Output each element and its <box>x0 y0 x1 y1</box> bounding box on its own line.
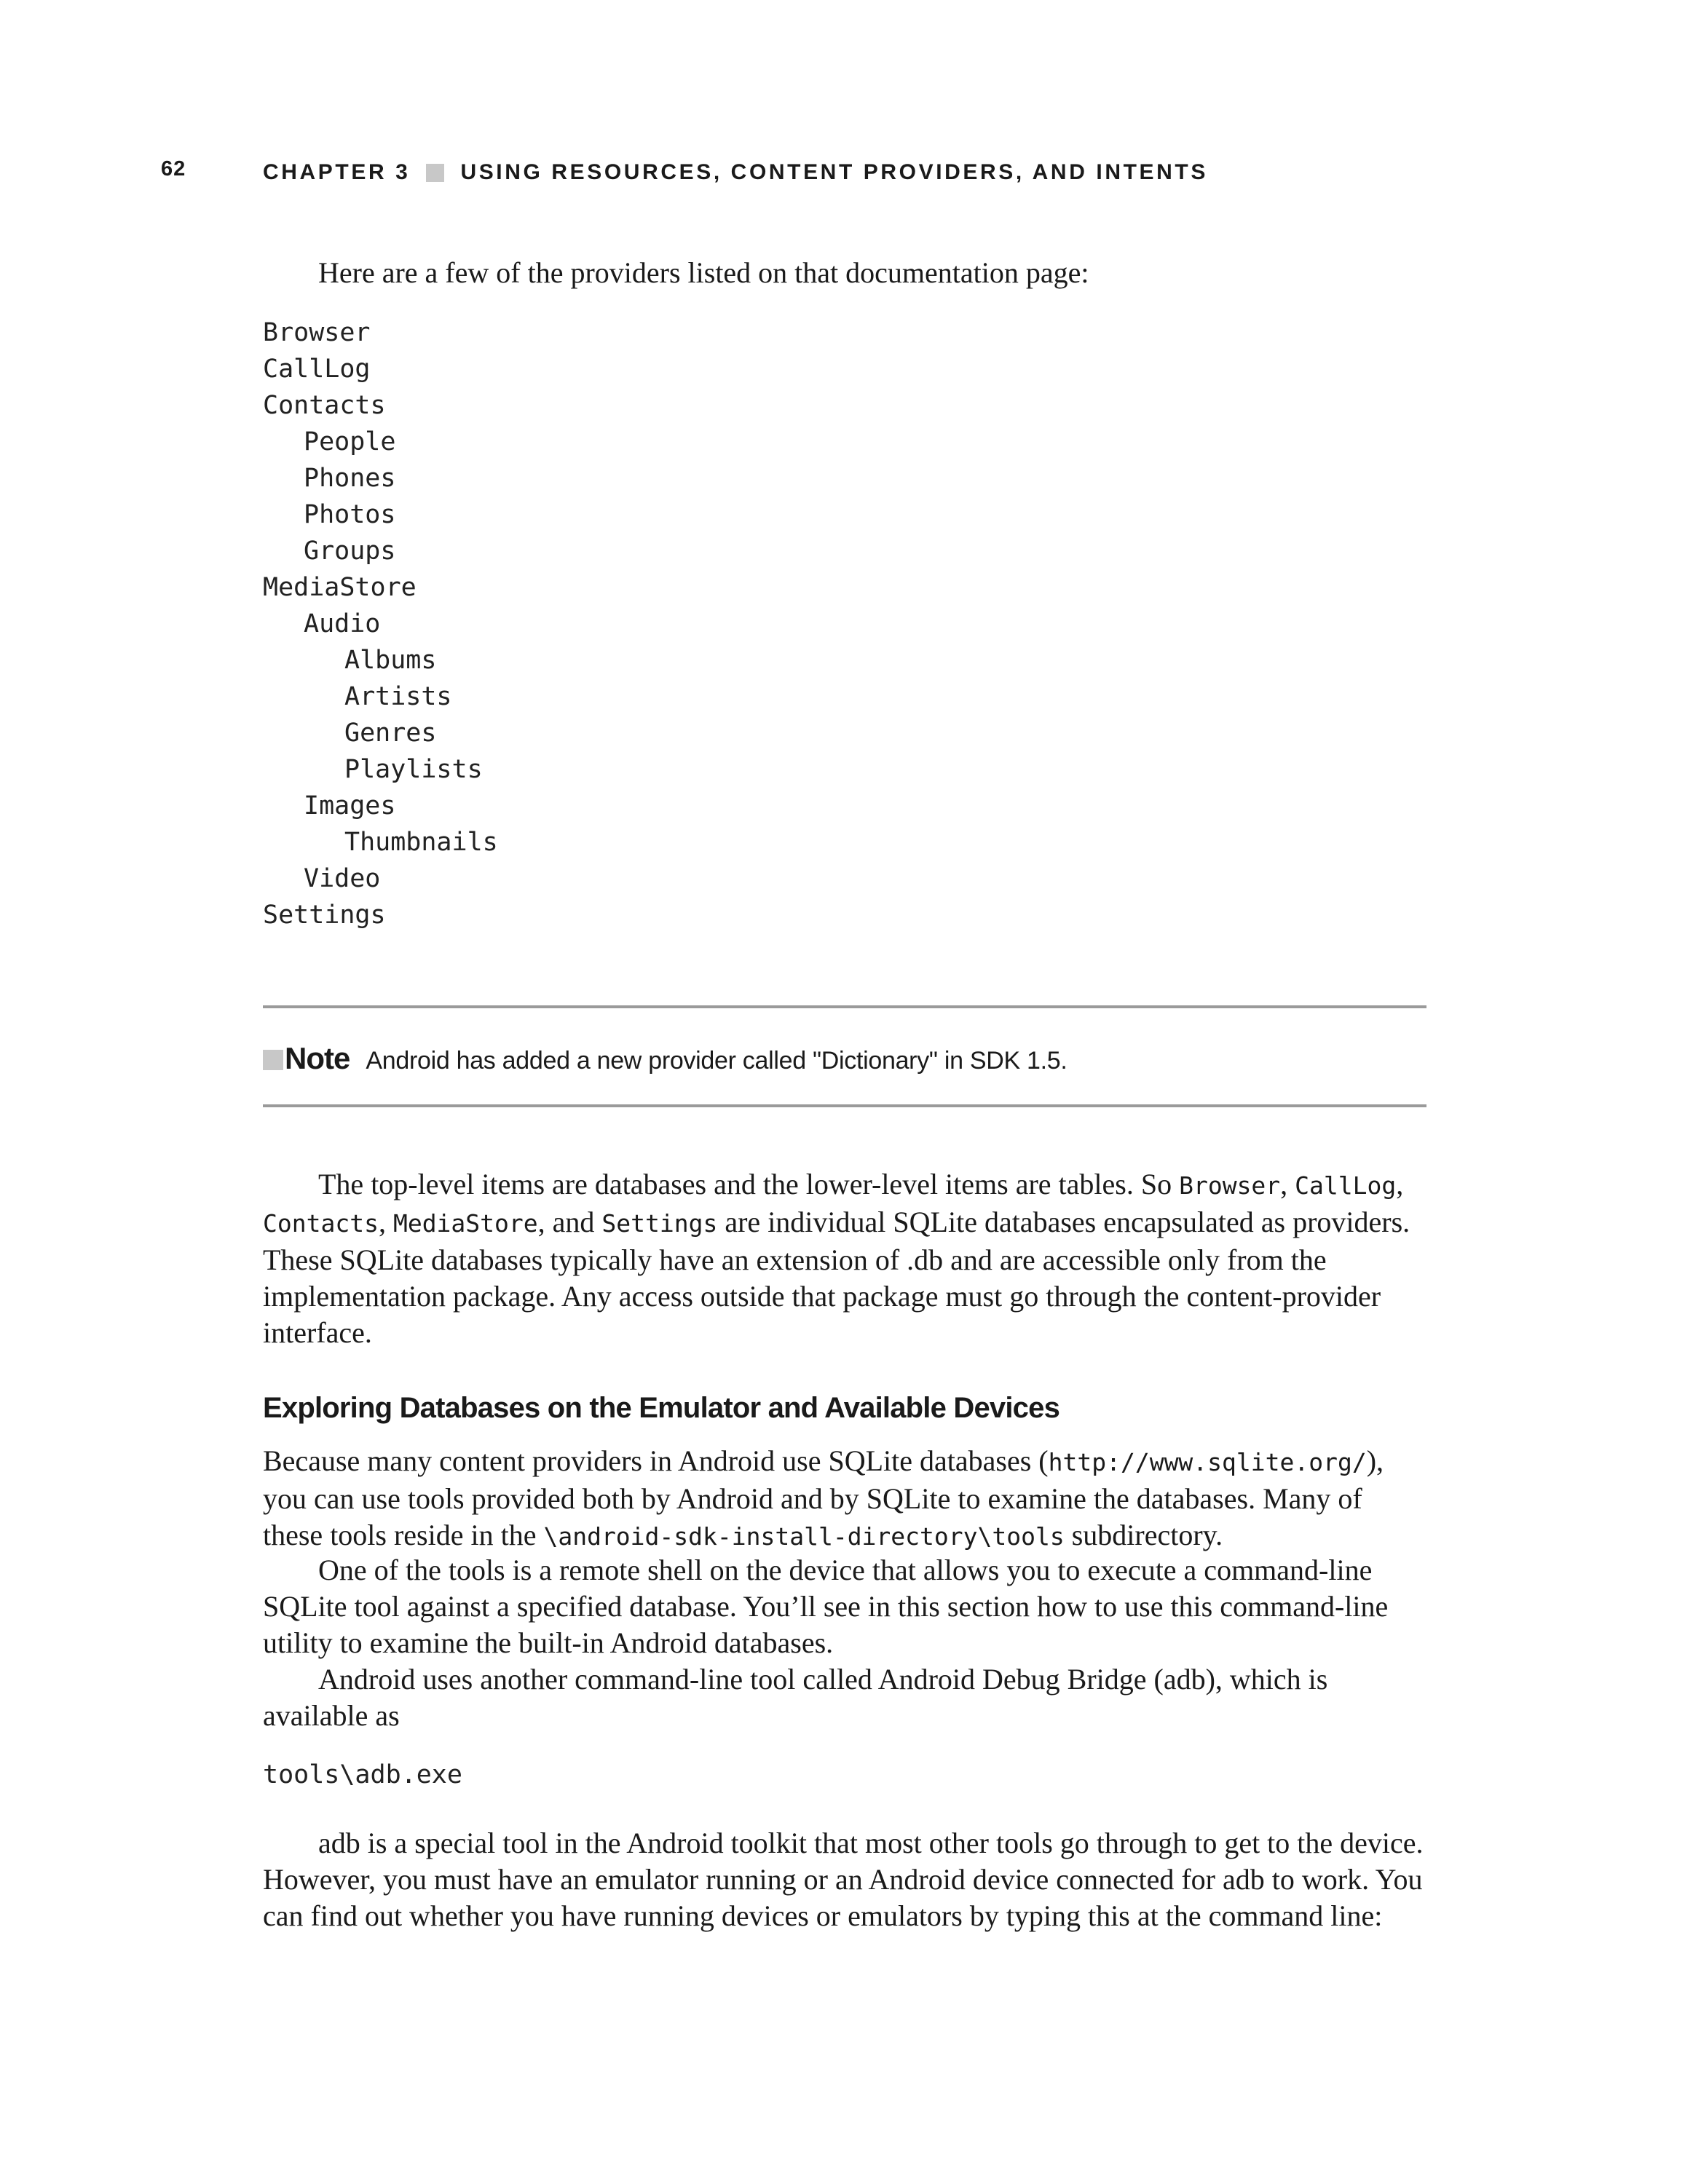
provider-item: Audio <box>304 609 381 638</box>
adb-usage-paragraph: adb is a special tool in the Android toolkit that most other tools go through to get to the device. However, you must have an emulator running or an Android device connected for adb to work. You can find out whether you have running devices or emulators by typing this at the command line: <box>263 1827 1424 1932</box>
provider-item: Genres <box>344 719 437 748</box>
sqlite-paragraph <box>263 1443 1428 1555</box>
provider-item: Images <box>304 791 396 820</box>
section-heading: Exploring Databases on the Emulator and Available Devices <box>263 1392 1060 1424</box>
note-text: Android has added a new provider called "Dictionary" in SDK 1.5. <box>366 1047 1068 1075</box>
provider-item: MediaStore <box>263 573 417 602</box>
provider-item: Phones <box>304 464 396 493</box>
provider-list <box>263 314 498 933</box>
text-run: subdirectory. <box>1064 1519 1223 1551</box>
provider-item: Thumbnails <box>344 828 498 857</box>
chapter-title: USING RESOURCES, CONTENT PROVIDERS, AND INTENTS <box>460 160 1208 184</box>
note-square-icon <box>263 1050 283 1070</box>
note-label: Note <box>285 1041 350 1075</box>
provider-item: Albums <box>344 646 437 675</box>
provider-item: Settings <box>263 901 386 930</box>
intro-paragraph: Here are a few of the providers listed on that documentation page: <box>318 256 1089 289</box>
provider-item: Groups <box>304 537 396 566</box>
remote-shell-paragraph: One of the tools is a remote shell on the device that allows you to execute a command-line SQLite tool against a specified database. You’ll see in this section how to use this command-line utility to examine the built-in Android databases. <box>263 1554 1389 1659</box>
running-header <box>263 160 1208 185</box>
square-bullet-icon <box>426 164 444 182</box>
text-run: ), you can use tools provided both by Android and by SQLite to examine the databases. Many of these tools reside in the <box>263 1444 1384 1551</box>
page-number: 62 <box>161 157 186 181</box>
adb-paragraph: Android uses another command-line tool called Android Debug Bridge (adb), which is available as <box>263 1663 1328 1732</box>
provider-item: Photos <box>304 500 396 529</box>
provider-item: Video <box>304 864 381 893</box>
inline-code: Browser <box>1179 1171 1281 1200</box>
provider-item: People <box>304 427 396 456</box>
inline-code: CallLog <box>1295 1171 1397 1200</box>
text-run: The top-level items are databases and the lower-level items are tables. So <box>318 1168 1180 1200</box>
provider-item: Browser <box>263 318 371 347</box>
text-run: , <box>1396 1168 1404 1200</box>
note-box <box>263 1041 1068 1076</box>
inline-code-path: \android-sdk-install-directory\tools <box>543 1522 1065 1551</box>
text-run: Because many content providers in Android use SQLite databases ( <box>263 1444 1049 1477</box>
text-run: , <box>1280 1168 1295 1200</box>
text-run: , and <box>537 1206 602 1238</box>
inline-code: MediaStore <box>392 1209 538 1238</box>
note-bottom-rule <box>263 1104 1426 1107</box>
inline-code: Contacts <box>263 1209 379 1238</box>
text-run: are individual SQLite databases encapsulated as providers. These SQLite databases typically have an extension of .db and are accessible only from the implementation package. Any access outside that package must go through the content-provider interface. <box>263 1206 1410 1349</box>
inline-code: Settings <box>601 1209 718 1238</box>
provider-item: CallLog <box>263 355 371 384</box>
databases-paragraph <box>263 1166 1428 1351</box>
provider-item: Playlists <box>344 755 483 784</box>
text-run: , <box>378 1206 393 1238</box>
provider-item: Artists <box>344 682 452 711</box>
chapter-label: CHAPTER 3 <box>263 160 411 184</box>
provider-item: Contacts <box>263 391 386 420</box>
note-top-rule <box>263 1005 1426 1008</box>
inline-code-url: http://www.sqlite.org/ <box>1048 1448 1367 1476</box>
adb-path-code: tools\adb.exe <box>263 1760 462 1789</box>
